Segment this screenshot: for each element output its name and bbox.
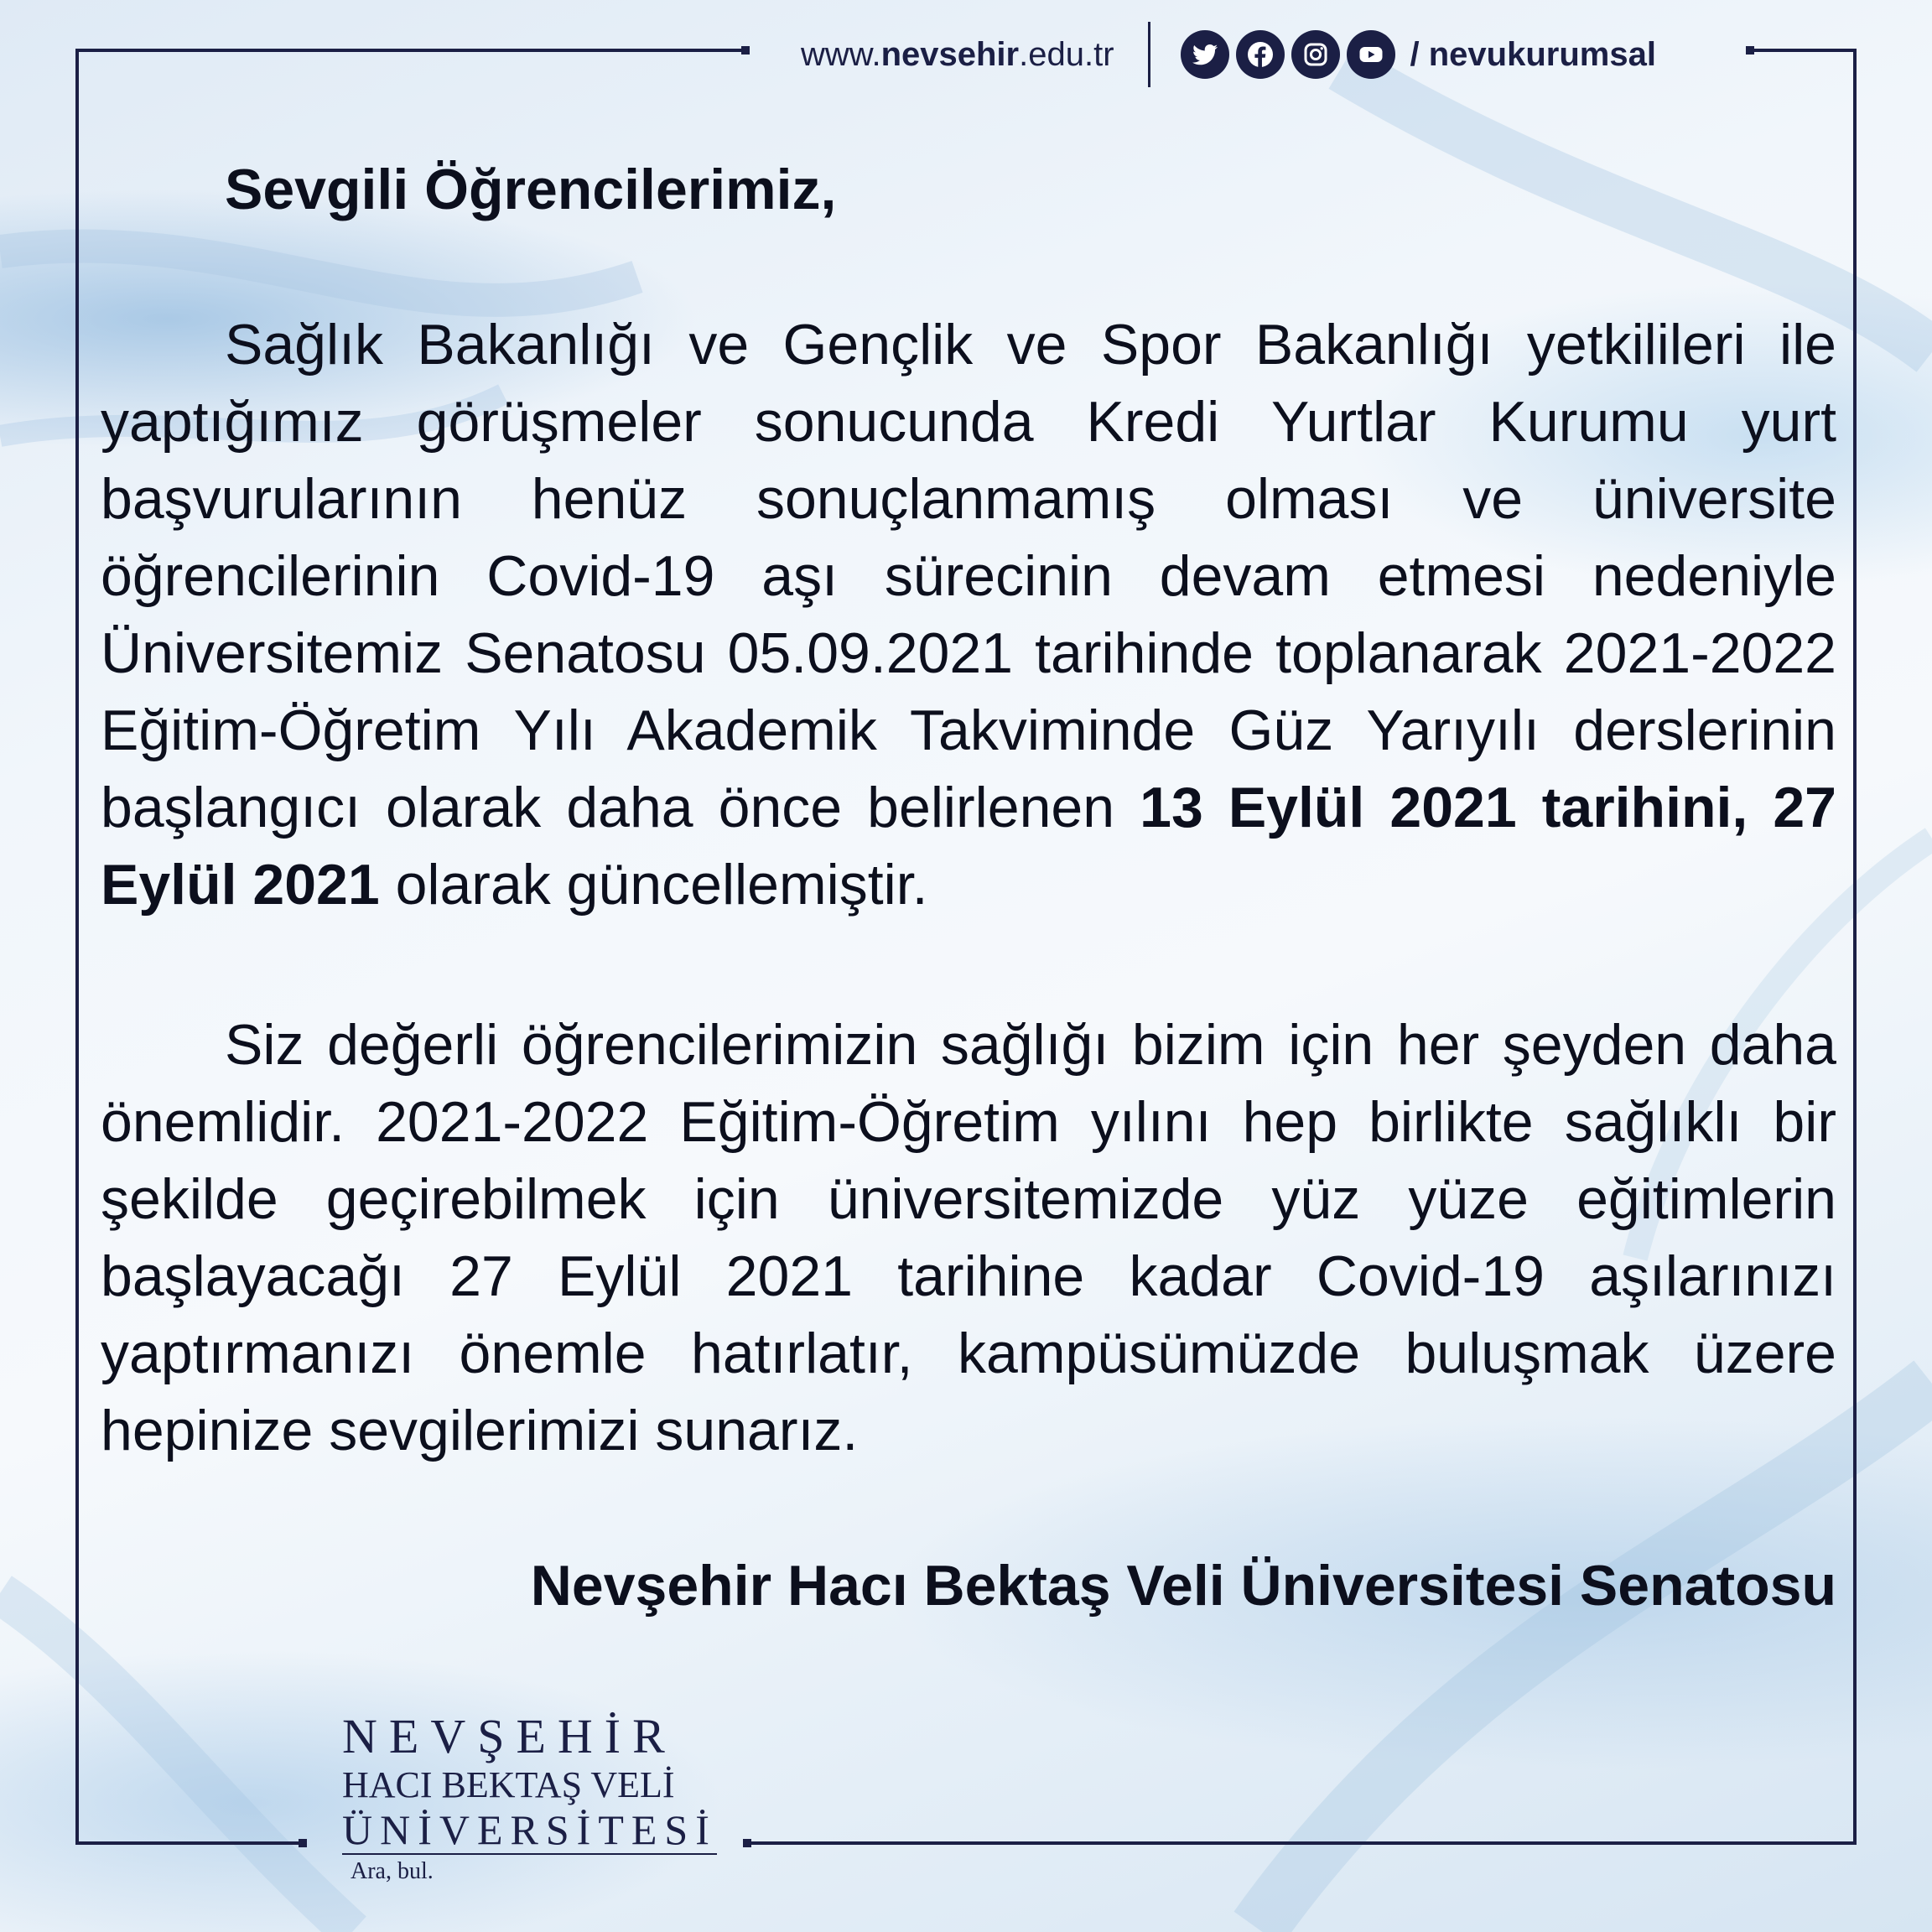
youtube-icon[interactable]	[1347, 30, 1395, 79]
frame-end-square	[1746, 46, 1754, 55]
frame-bottom-left	[75, 1841, 304, 1845]
twitter-icon[interactable]	[1181, 30, 1229, 79]
header-bar	[801, 25, 1706, 84]
logo-line-2: HACI BEKTAŞ VELİ	[342, 1764, 675, 1805]
frame-top-left	[75, 49, 746, 52]
website-link[interactable]: www.nevsehir.edu.tr	[801, 35, 1114, 73]
facebook-icon[interactable]	[1236, 30, 1285, 79]
greeting: Sevgili Öğrencilerimiz,	[225, 158, 837, 221]
frame-left	[75, 49, 79, 1845]
paragraph-1-end: olarak güncellemiştir.	[379, 853, 928, 917]
signature: Nevşehir Hacı Bektaş Veli Üniversitesi Senatosu	[530, 1554, 1836, 1618]
social-icons	[1181, 30, 1395, 79]
frame-right	[1853, 49, 1857, 1845]
logo-line-3: ÜNİVERSİTESİ	[342, 1806, 717, 1853]
paragraph-2: Siz değerli öğrencilerimizin sağlığı bizim için her şeyden daha önemlidir. 2021-2022 Eğitim-Öğretim yılını hep birlikte sağlıklı bir şekilde geçirebilmek için üniversitemizde yüz yüze eğitimlerin başlayacağı 27 Eylül 2021 tarihine kadar Covid-19 aşılarınızı yaptırmanızı önemle hatırlatır, kampüsümüzde buluşmak üzere hepinize sevgilerimizi sunarız.	[101, 1013, 1836, 1462]
frame-end-square	[743, 1839, 751, 1847]
frame-end-square	[299, 1839, 307, 1847]
instagram-icon[interactable]	[1291, 30, 1340, 79]
frame-top-right	[1753, 49, 1857, 52]
frame-bottom-right	[746, 1841, 1857, 1845]
paragraph-1-text: Sağlık Bakanlığı ve Gençlik ve Spor Bakanlığı yetkilileri ile yaptığımız görüşmeler sonucunda Kredi Yurtlar Kurumu yurt başvurularının henüz sonuçlanmamış olması ve üniversite öğrencilerinin Covid-19 aşı sürecinin devam etmesi nedeniyle Üniversitemiz Senatosu 05.09.2021 tarihinde toplanarak 2021-2022 Eğitim-Öğretim Yılı Akademik Takviminde Güz Yarıyılı derslerinin başlangıcı olarak daha önce belirlenen	[101, 313, 1836, 839]
header-divider	[1148, 22, 1150, 87]
social-handle[interactable]: / nevukurumsal	[1410, 35, 1656, 73]
logo-line-1: NEVŞEHİR	[342, 1709, 677, 1763]
paragraph-1	[101, 306, 1836, 923]
logo-slogan: Ara, bul.	[351, 1858, 434, 1884]
frame-end-square	[741, 46, 750, 55]
university-logo	[342, 1709, 728, 1888]
highlighted-dates: 13 Eylül 2021 tarihini, 27 Eylül 2021	[101, 776, 1836, 917]
